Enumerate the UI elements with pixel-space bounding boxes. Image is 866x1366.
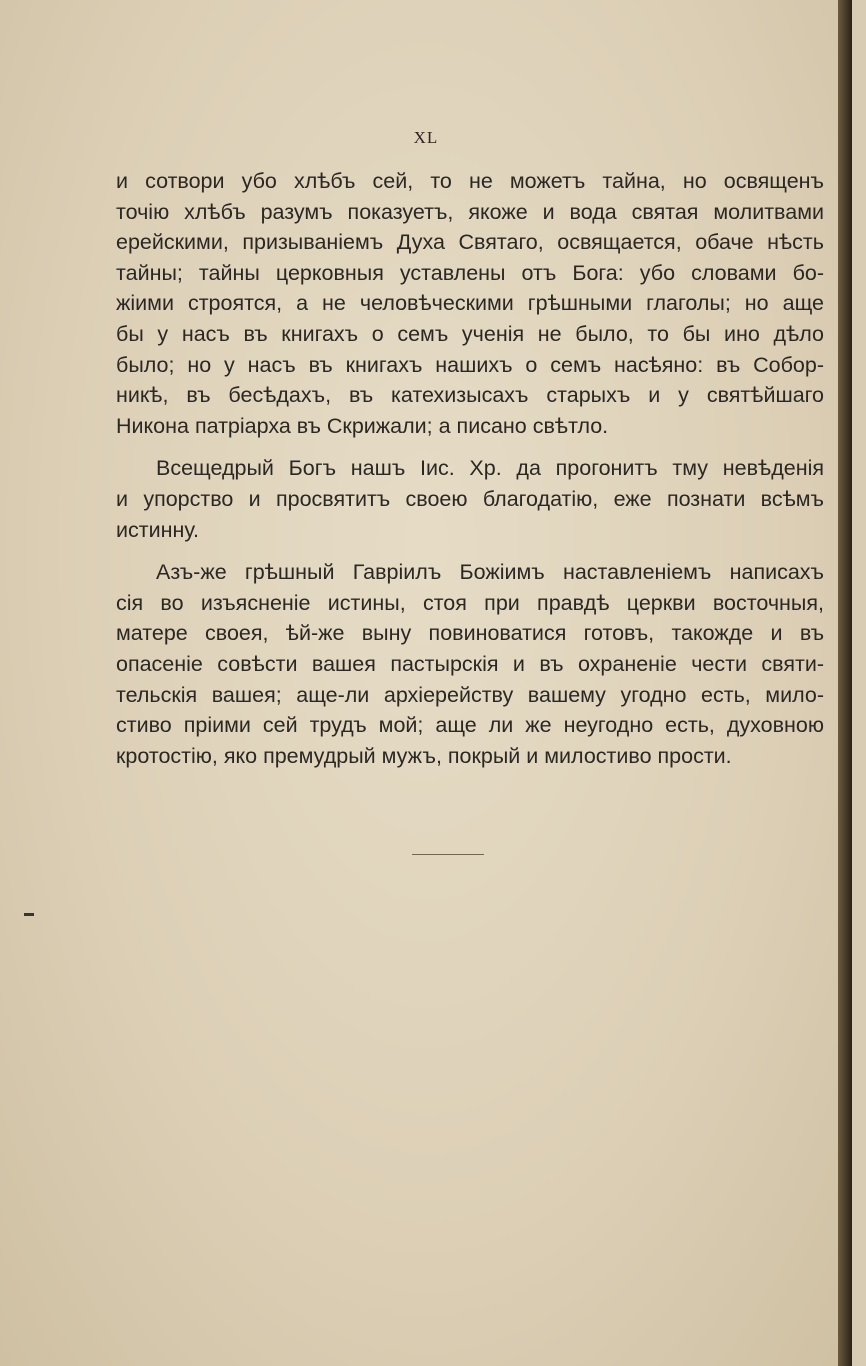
text-line: кротостію, яко премудрый мужъ, покрый и милостиво прости.	[116, 743, 732, 768]
text-line: точію хлѣбъ разумъ показуетъ, якоже и вода святая молитвами	[116, 199, 824, 224]
text-line: тайны; тайны церковныя уставлены отъ Бога: убо словами бо-	[116, 260, 824, 285]
text-line: бы у насъ въ книгахъ о семъ ученія не было, то бы ино дѣло	[116, 321, 824, 346]
text-line: матере своея, ѣй-же выну повиноватися готовъ, такожде и въ	[116, 621, 824, 646]
paragraph	[116, 166, 824, 441]
text-line: сія во изъясненіе истины, стоя при правдѣ церкви восточныя,	[116, 590, 824, 615]
text-line: было; но у насъ въ книгахъ нашихъ о семъ насѣяно: въ Собор-	[116, 352, 824, 377]
text-line: истинну.	[116, 517, 199, 542]
text-line: никѣ, въ бесѣдахъ, въ катехизысахъ старыхъ и у святѣйшаго	[116, 383, 824, 408]
text-line: опасеніе совѣсти вашея пастырскія и въ охраненіе чести святи-	[116, 651, 824, 676]
text-line: ерейскими, призываніемъ Духа Святаго, освящается, обаче нѣсть	[116, 230, 824, 255]
text-line: тельскія вашея; аще-ли архіерейству вашему угодно есть, мило-	[116, 682, 824, 707]
text-line: Никона патріарха въ Скрижали; а писано свѣтло.	[116, 413, 609, 438]
text-line: и сотвори убо хлѣбъ сей, то не можетъ тайна, но освященъ	[116, 169, 824, 193]
section-divider	[412, 854, 484, 855]
paragraph	[116, 453, 824, 545]
margin-mark	[24, 913, 34, 916]
text-line: жіими строятся, а не человѣческими грѣшными глаголы; но аще	[116, 291, 824, 316]
text-line: Азъ-же грѣшный Гавріилъ Божіимъ наставленіемъ написахъ	[156, 560, 824, 585]
text-line: стиво пріими сей трудъ мой; аще ли же неугодно есть, духовною	[116, 713, 824, 738]
paragraph-gap	[116, 441, 824, 453]
text-line: Всещедрый Богъ нашъ Іис. Хр. да прогонитъ тму невѣденія	[156, 456, 824, 481]
page-body-text	[116, 166, 824, 771]
paragraph	[116, 557, 824, 771]
paragraph-gap	[116, 545, 824, 557]
text-line: и упорство и просвятитъ своею благодатію, еже познати всѣмъ	[116, 486, 824, 511]
page-number: XL	[413, 128, 439, 147]
page-edge	[838, 0, 852, 1366]
